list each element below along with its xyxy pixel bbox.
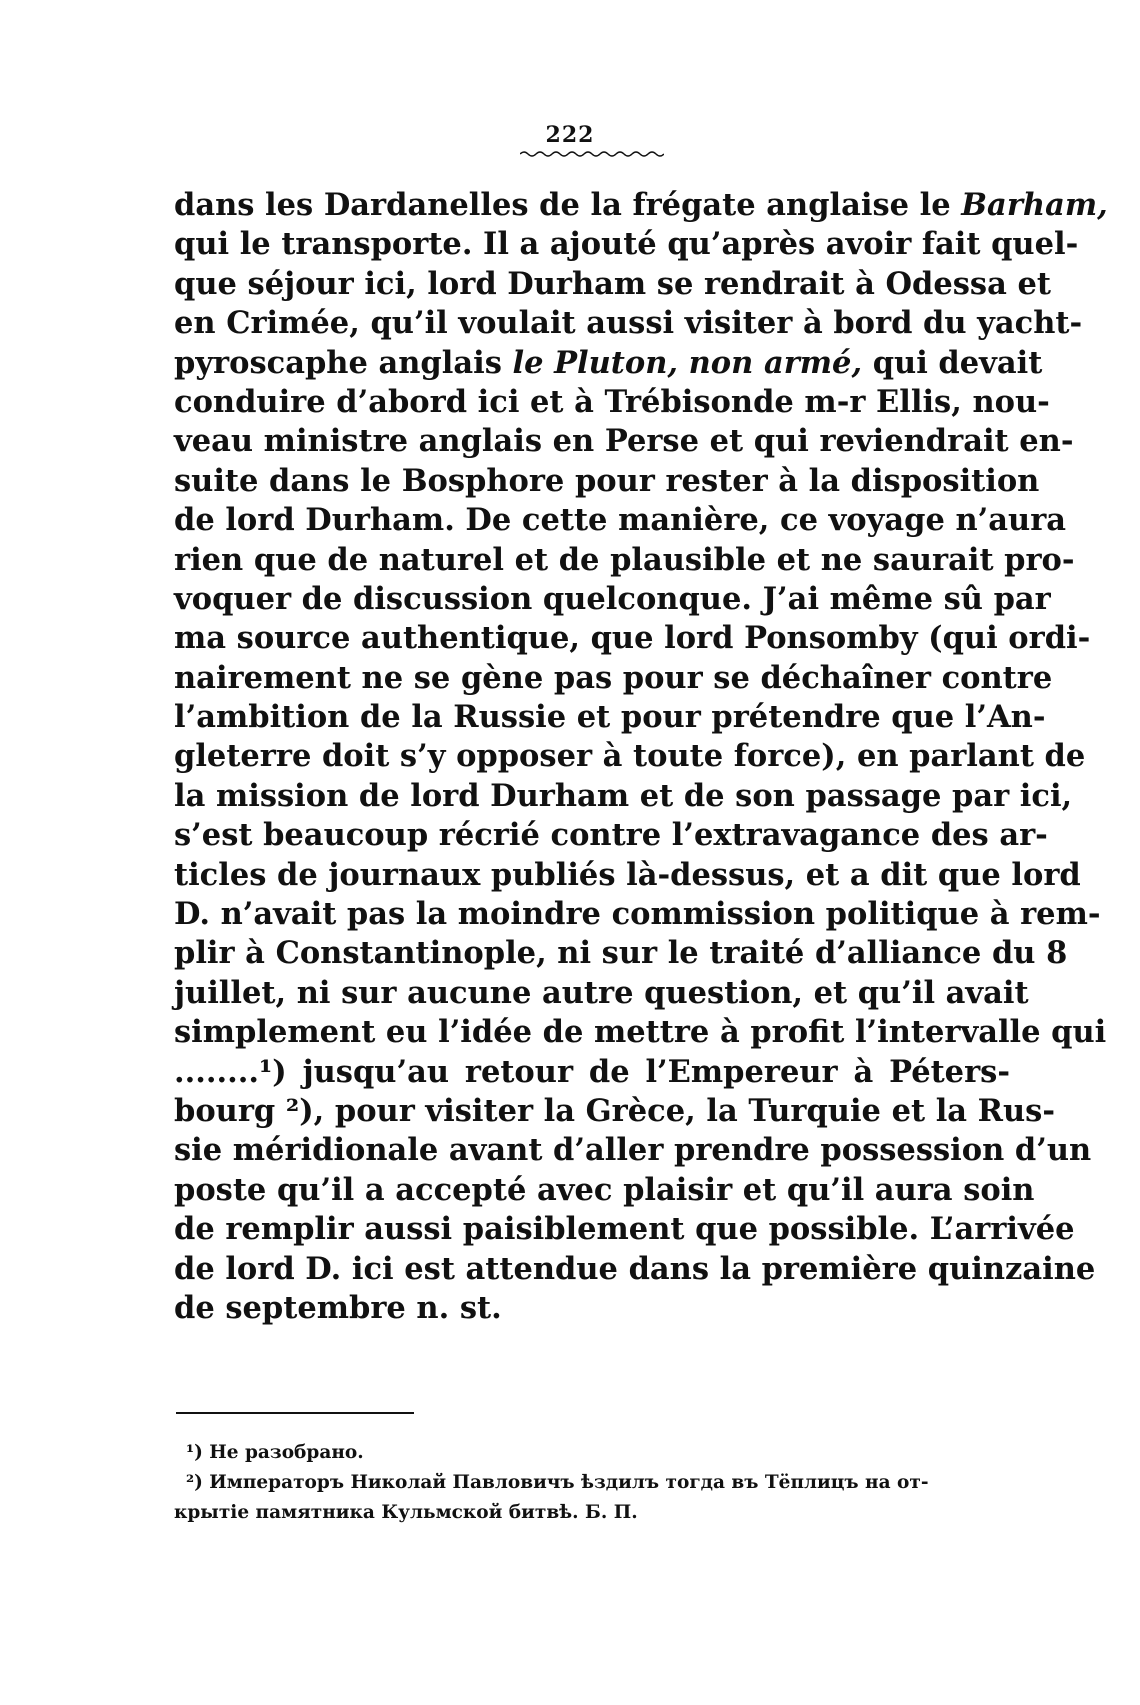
text-line: ........¹) jusqu’au retour de l’Empereur à Péters- bbox=[174, 1053, 1010, 1090]
text-line: dans les Dardanelles de la frégate anglaise le Barham, bbox=[174, 187, 1108, 223]
footnote-2: ²) Императоръ Николай Павловичъ ѣздилъ тогда въ Тёплицъ на от- bbox=[186, 1472, 929, 1493]
text-line: plir à Constantinople, ni sur le traité d’alliance du 8 bbox=[174, 935, 1068, 972]
text-line: voquer de discussion quelconque. J’ai même sû par bbox=[174, 580, 1051, 617]
text-line: de lord Durham. De cette manière, ce voyage n’aura bbox=[174, 502, 1067, 539]
page-number-ornament bbox=[520, 150, 664, 158]
text-line: s’est beaucoup récrié contre l’extravagance des ar- bbox=[174, 817, 1048, 854]
text-line: sie méridionale avant d’aller prendre possession d’un bbox=[174, 1132, 1092, 1169]
footnote-rule bbox=[176, 1412, 414, 1414]
text-line: D. n’avait pas la moindre commission politique à rem- bbox=[174, 896, 1101, 933]
text-line: ticles de journaux publiés là-dessus, et a dit que lord bbox=[174, 856, 1081, 893]
text-line: nairement ne se gène pas pour se déchaîner contre bbox=[174, 659, 1053, 696]
text-line: suite dans le Bosphore pour rester à la disposition bbox=[174, 462, 1040, 499]
text-line: en Crimée, qu’il voulait aussi visiter à bord du yacht- bbox=[174, 305, 1083, 342]
text-line: rien que de naturel et de plausible et ne saurait pro- bbox=[174, 541, 1075, 578]
text-line: de septembre n. st. bbox=[174, 1289, 502, 1326]
text-line: conduire d’abord ici et à Trébisonde m-r Ellis, nou- bbox=[174, 383, 1050, 420]
body-text bbox=[174, 186, 1108, 1328]
text-line: ma source authentique, que lord Ponsomby (qui ordi- bbox=[174, 620, 1091, 657]
text-line: juillet, ni sur aucune autre question, et qu’il avait bbox=[174, 974, 1029, 1011]
text-line: la mission de lord Durham et de son passage par ici, bbox=[174, 777, 1073, 814]
footnotes bbox=[174, 1438, 1016, 1528]
footnote-1: ¹) Не разобрано. bbox=[186, 1442, 364, 1463]
text-line: l’ambition de la Russie et pour prétendre que l’An- bbox=[174, 699, 1046, 736]
text-line: bourg ²), pour visiter la Grèce, la Turquie et la Rus- bbox=[174, 1092, 1056, 1129]
footnote-2-continuation: крытіе памятника Кульмской битвѣ. Б. П. bbox=[174, 1502, 638, 1523]
text-line: poste qu’il a accepté avec plaisir et qu’il aura soin bbox=[174, 1171, 1035, 1208]
text-line: de lord D. ici est attendue dans la première quinzaine bbox=[174, 1250, 1096, 1287]
text-line: que séjour ici, lord Durham se rendrait à Odessa et bbox=[174, 265, 1051, 302]
text-line: simplement eu l’idée de mettre à profit l’intervalle qui bbox=[174, 1014, 1107, 1051]
text-line: veau ministre anglais en Perse et qui reviendrait en- bbox=[174, 423, 1074, 460]
text-line: de remplir aussi paisiblement que possible. L’arrivée bbox=[174, 1211, 1075, 1248]
page-number: 222 bbox=[545, 122, 595, 148]
text-line: gleterre doit s’y opposer à toute force), en parlant de bbox=[174, 738, 1086, 775]
text-line: pyroscaphe anglais le Pluton, non armé, qui devait bbox=[174, 344, 1043, 381]
text-line: qui le transporte. Il a ajouté qu’après avoir fait quel- bbox=[174, 226, 1079, 263]
